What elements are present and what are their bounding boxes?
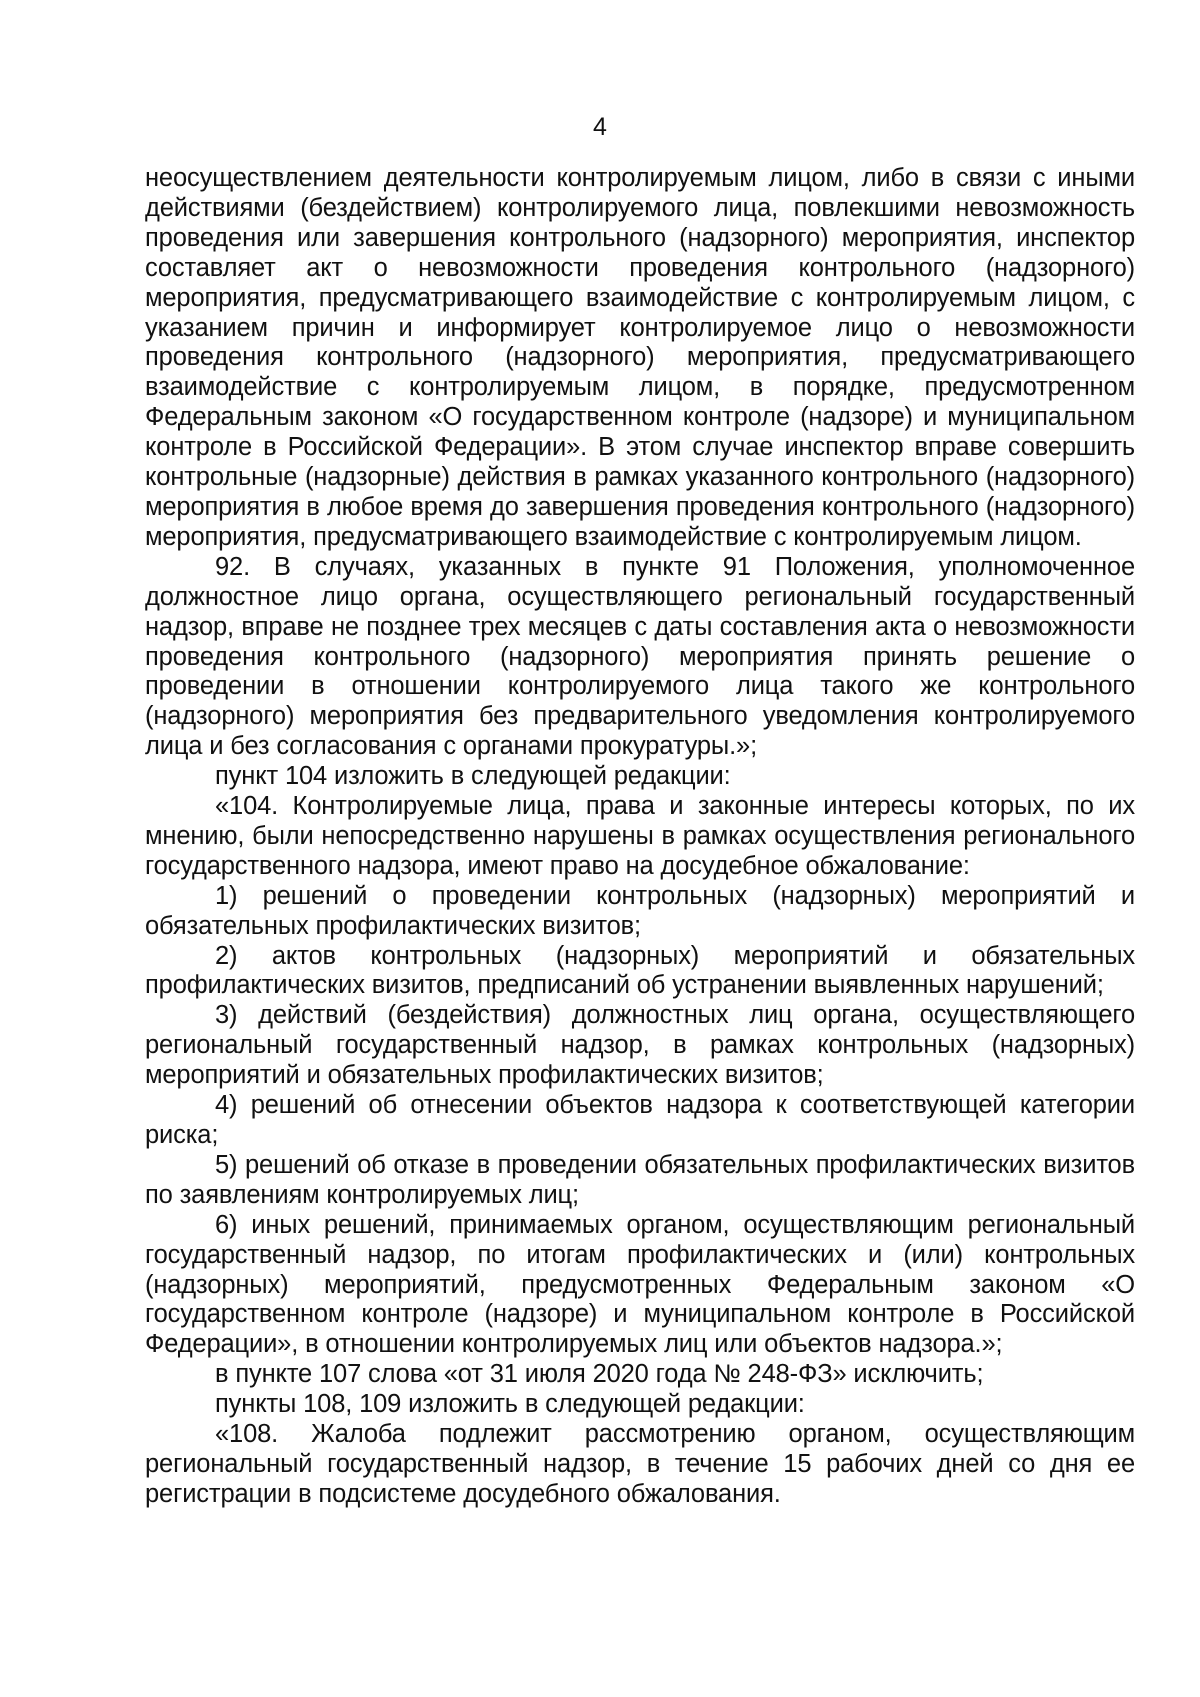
paragraph-item-108: «108. Жалоба подлежит рассмотрению органом, осуществляющим региональный государственный надзор, в течение 15 рабочих дней со дня ее регистрации в подсистеме досудебного обжалования. — [145, 1420, 1135, 1508]
list-item-1: 1) решений о проведении контрольных (надзорных) мероприятий и обязательных профилактических визитов; — [145, 881, 1135, 940]
list-item-3: 3) действий (бездействия) должностных лиц органа, осуществляющего региональный государственный надзор, в рамках контрольных (надзорных) мероприятий и обязательных профилактических визитов; — [145, 1001, 1135, 1090]
paragraph-item-92: 92. В случаях, указанных в пункте 91 Положения, уполномоченное должностное лицо органа, осуществляющего региональный государственный надзор, вправе не позднее трех месяцев с даты составления акта о невозможности проведения контрольного (надзорного) мероприятия принять решение о проведении в отношении контролируемого лица такого же контрольного (надзорного) мероприятия без предварительного уведомления контролируемого лица и без согласования с органами прокуратуры.»; — [145, 552, 1135, 761]
paragraph-continuation: неосуществлением деятельности контролируемым лицом, либо в связи с иными действиями (бездействием) контролируемого лица, повлекшими невозможность проведения или завершения контрольного (надзорного) мероприятия, инспектор составляет акт о невозможности проведения контрольного (надзорного) мероприятия, предусматривающего взаимодействие с контролируемым лицом, с указанием причин и информирует контролируемое лицо о невозможности проведения контрольного (надзорного) мероприятия, предусматривающего взаимодействие с контролируемым лицом, в порядке, предусмотренном Федеральным законом «О государственном контроле (надзоре) и муниципальном контроле в Российской Федерации». В этом случае инспектор вправе совершить контрольные (надзорные) действия в рамках указанного контрольного (надзорного) мероприятия в любое время до завершения проведения контрольного (надзорного) мероприятия, предусматривающего взаимодействие с контролируемым лицом. — [145, 164, 1135, 551]
paragraph-amendment-104: пункт 104 изложить в следующей редакции: — [215, 762, 731, 791]
page-number: 4 — [593, 113, 607, 141]
paragraph-amendment-107: в пункте 107 слова «от 31 июля 2020 года № 248-ФЗ» исключить; — [215, 1360, 984, 1389]
paragraph-item-104: «104. Контролируемые лица, права и законные интересы которых, по их мнению, были непосредственно нарушены в рамках осуществления регионального государственного надзора, имеют право на досудебное обжалование: — [145, 792, 1135, 880]
list-item-2: 2) актов контрольных (надзорных) мероприятий и обязательных профилактических визитов, предписаний об устранении выявленных нарушений; — [145, 941, 1135, 1000]
list-item-4: 4) решений об отнесении объектов надзора к соответствующей категории риска; — [145, 1091, 1135, 1149]
list-item-5: 5) решений об отказе в проведении обязательных профилактических визитов по заявлениям контролируемых лиц; — [145, 1150, 1135, 1209]
paragraph-amendment-108-109: пункты 108, 109 изложить в следующей редакции: — [215, 1390, 805, 1419]
list-item-6: 6) иных решений, принимаемых органом, осуществляющим региональный государственный надзор, по итогам профилактических и (или) контрольных (надзорных) мероприятий, предусмотренных Федеральным законом «О государственном контроле (надзоре) и муниципальном контроле в Российской Федерации», в отношении контролируемых лиц или объектов надзора.»; — [145, 1210, 1135, 1359]
document-body — [145, 164, 1135, 1510]
